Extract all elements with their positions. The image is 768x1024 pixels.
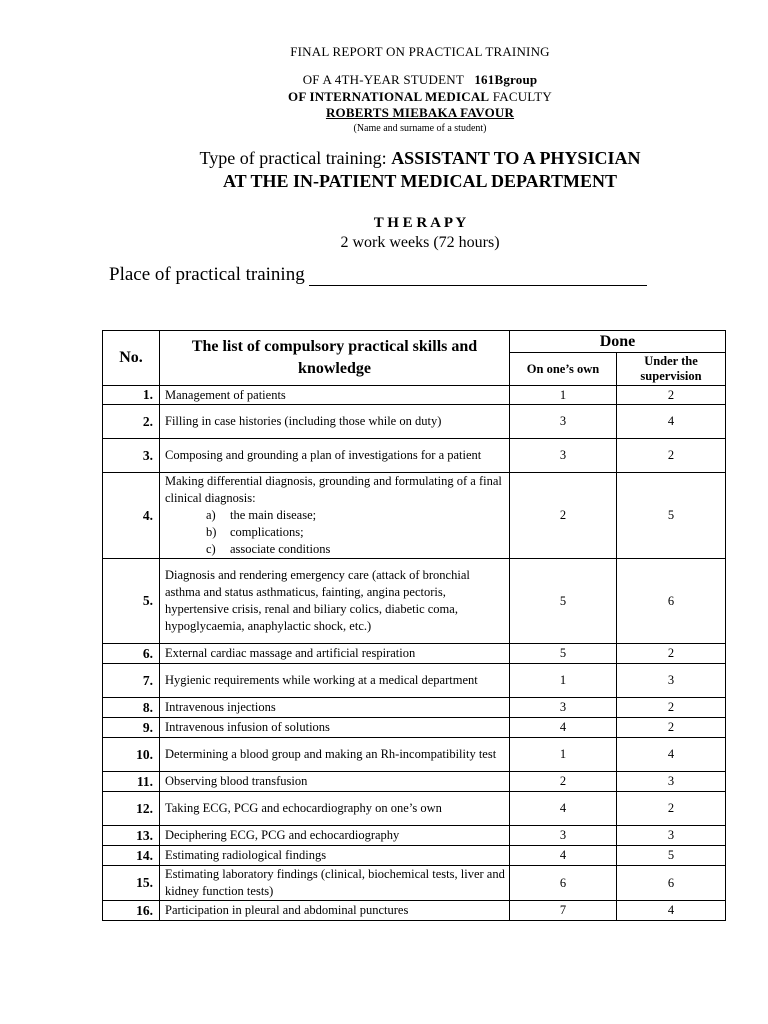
skill-subitem <box>165 541 506 558</box>
skill-cell <box>160 738 510 772</box>
subitem-marker: a) <box>206 508 216 522</box>
table-row <box>103 439 726 473</box>
own-count: 7 <box>510 901 617 921</box>
supervision-count: 6 <box>617 559 726 644</box>
supervision-count: 5 <box>617 473 726 559</box>
col-done-header: Done <box>510 331 726 353</box>
skill-cell <box>160 792 510 826</box>
subitem-marker: b) <box>206 525 217 539</box>
table-row <box>103 901 726 921</box>
skill-text: Diagnosis and rendering emergency care (attack of bronchial asthma and status asthmaticus, fainting, angina pectoris, hypertensive crisis, renal and biliary colics, diabetic coma, hypoglycaemia, anaphylactic shock, etc.) <box>165 568 470 633</box>
col-own-header: On one’s own <box>510 353 617 386</box>
own-count: 3 <box>510 405 617 439</box>
skill-cell <box>160 866 510 901</box>
row-number: 13. <box>103 826 160 846</box>
table-row <box>103 664 726 698</box>
own-count: 6 <box>510 866 617 901</box>
student-name: ROBERTS MIEBAKA FAVOUR <box>325 105 515 120</box>
subitem-text: associate conditions <box>230 542 331 556</box>
table-row <box>103 718 726 738</box>
own-count: 4 <box>510 792 617 826</box>
row-number: 11. <box>103 772 160 792</box>
own-count: 1 <box>510 738 617 772</box>
skill-cell <box>160 826 510 846</box>
skill-text: Deciphering ECG, PCG and echocardiography <box>165 828 400 842</box>
row-number: 4. <box>103 473 160 559</box>
skill-subitem <box>165 524 506 541</box>
faculty-name: OF INTERNATIONAL MEDICAL <box>288 89 490 104</box>
supervision-count: 2 <box>617 698 726 718</box>
supervision-count: 2 <box>617 644 726 664</box>
own-count: 5 <box>510 644 617 664</box>
skill-text: Composing and grounding a plan of investigations for a patient <box>165 448 482 462</box>
skill-cell <box>160 559 510 644</box>
skill-text: Intravenous infusion of solutions <box>165 720 330 734</box>
skill-text: Filling in case histories (including those while on duty) <box>165 414 442 428</box>
faculty-word: FACULTY <box>492 89 552 104</box>
skill-text: Determining a blood group and making an Rh-incompatibility test <box>165 747 497 761</box>
skill-cell <box>160 846 510 866</box>
skill-cell <box>160 664 510 698</box>
supervision-count: 6 <box>617 866 726 901</box>
supervision-count: 4 <box>617 901 726 921</box>
own-count: 4 <box>510 718 617 738</box>
subitem-text: complications; <box>230 525 304 539</box>
table-row <box>103 866 726 901</box>
skill-cell <box>160 644 510 664</box>
own-count: 3 <box>510 439 617 473</box>
own-count: 1 <box>510 386 617 405</box>
table-row <box>103 772 726 792</box>
own-count: 2 <box>510 772 617 792</box>
name-hint: (Name and surname of a student) <box>353 123 487 134</box>
skill-cell <box>160 473 510 559</box>
row-number: 6. <box>103 644 160 664</box>
skill-cell <box>160 772 510 792</box>
supervision-count: 2 <box>617 718 726 738</box>
table-row <box>103 738 726 772</box>
faculty-line <box>0 89 768 105</box>
row-number: 10. <box>103 738 160 772</box>
place-blank-line[interactable] <box>309 266 647 286</box>
row-number: 8. <box>103 698 160 718</box>
subject-title: T H E R A P Y <box>373 215 467 231</box>
skill-text: Intravenous injections <box>165 700 276 714</box>
supervision-count: 4 <box>617 405 726 439</box>
training-type-value: ASSISTANT TO A PHYSICIAN <box>391 148 641 168</box>
skill-text: Participation in pleural and abdominal punctures <box>165 903 409 917</box>
skill-cell <box>160 698 510 718</box>
row-number: 12. <box>103 792 160 826</box>
supervision-count: 5 <box>617 846 726 866</box>
duration: 2 work weeks (72 hours) <box>340 234 500 251</box>
col-skills-header: The list of compulsory practical skills and knowledge <box>160 331 510 386</box>
supervision-count: 2 <box>617 386 726 405</box>
skills-table <box>102 330 726 921</box>
student-group: 161Bgroup <box>474 72 538 87</box>
skill-cell <box>160 718 510 738</box>
skill-sublist <box>165 507 506 558</box>
skill-text: Estimating laboratory findings (clinical, biochemical tests, liver and kidney function tests) <box>165 867 505 898</box>
own-count: 3 <box>510 826 617 846</box>
row-number: 1. <box>103 386 160 405</box>
col-no-header: No. <box>103 331 160 386</box>
subitem-text: the main disease; <box>230 508 317 522</box>
supervision-count: 3 <box>617 772 726 792</box>
row-number: 14. <box>103 846 160 866</box>
own-count: 5 <box>510 559 617 644</box>
skill-text: Observing blood transfusion <box>165 774 308 788</box>
training-type-label: Type of practical training: <box>199 148 387 168</box>
table-row <box>103 846 726 866</box>
place-of-training <box>109 264 647 286</box>
supervision-count: 4 <box>617 738 726 772</box>
row-number: 5. <box>103 559 160 644</box>
supervision-count: 3 <box>617 664 726 698</box>
row-number: 2. <box>103 405 160 439</box>
supervision-count: 2 <box>617 792 726 826</box>
skill-text: Estimating radiological findings <box>165 848 327 862</box>
place-label: Place of practical training <box>109 264 305 285</box>
own-count: 3 <box>510 698 617 718</box>
row-number: 15. <box>103 866 160 901</box>
skill-text: External cardiac massage and artificial respiration <box>165 646 416 660</box>
own-count: 1 <box>510 664 617 698</box>
row-number: 16. <box>103 901 160 921</box>
table-row <box>103 826 726 846</box>
skill-text: Taking ECG, PCG and echocardiography on one’s own <box>165 801 442 815</box>
table-row <box>103 405 726 439</box>
student-year-line <box>0 72 768 88</box>
skill-text: Making differential diagnosis, grounding and formulating of a final clinical diagnosis: <box>165 474 502 505</box>
table-row <box>103 473 726 559</box>
table-row <box>103 386 726 405</box>
row-number: 9. <box>103 718 160 738</box>
table-row <box>103 644 726 664</box>
table-row <box>103 698 726 718</box>
skill-text: Management of patients <box>165 387 286 402</box>
skill-cell <box>160 439 510 473</box>
training-type-line <box>0 148 768 169</box>
skill-subitem <box>165 507 506 524</box>
own-count: 4 <box>510 846 617 866</box>
skill-cell <box>160 901 510 921</box>
table-row <box>103 559 726 644</box>
table-row <box>103 792 726 826</box>
supervision-count: 3 <box>617 826 726 846</box>
skill-cell <box>160 386 510 405</box>
own-count: 2 <box>510 473 617 559</box>
skill-text: Hygienic requirements while working at a medical department <box>165 673 478 687</box>
student-year: OF A 4TH-YEAR STUDENT <box>302 72 464 87</box>
report-title: FINAL REPORT ON PRACTICAL TRAINING <box>290 44 550 59</box>
row-number: 7. <box>103 664 160 698</box>
supervision-count: 2 <box>617 439 726 473</box>
row-number: 3. <box>103 439 160 473</box>
skill-cell <box>160 405 510 439</box>
subitem-marker: c) <box>206 542 216 556</box>
col-supervision-header: Under the supervision <box>617 353 726 386</box>
training-type-value-2: AT THE IN-PATIENT MEDICAL DEPARTMENT <box>222 171 618 191</box>
